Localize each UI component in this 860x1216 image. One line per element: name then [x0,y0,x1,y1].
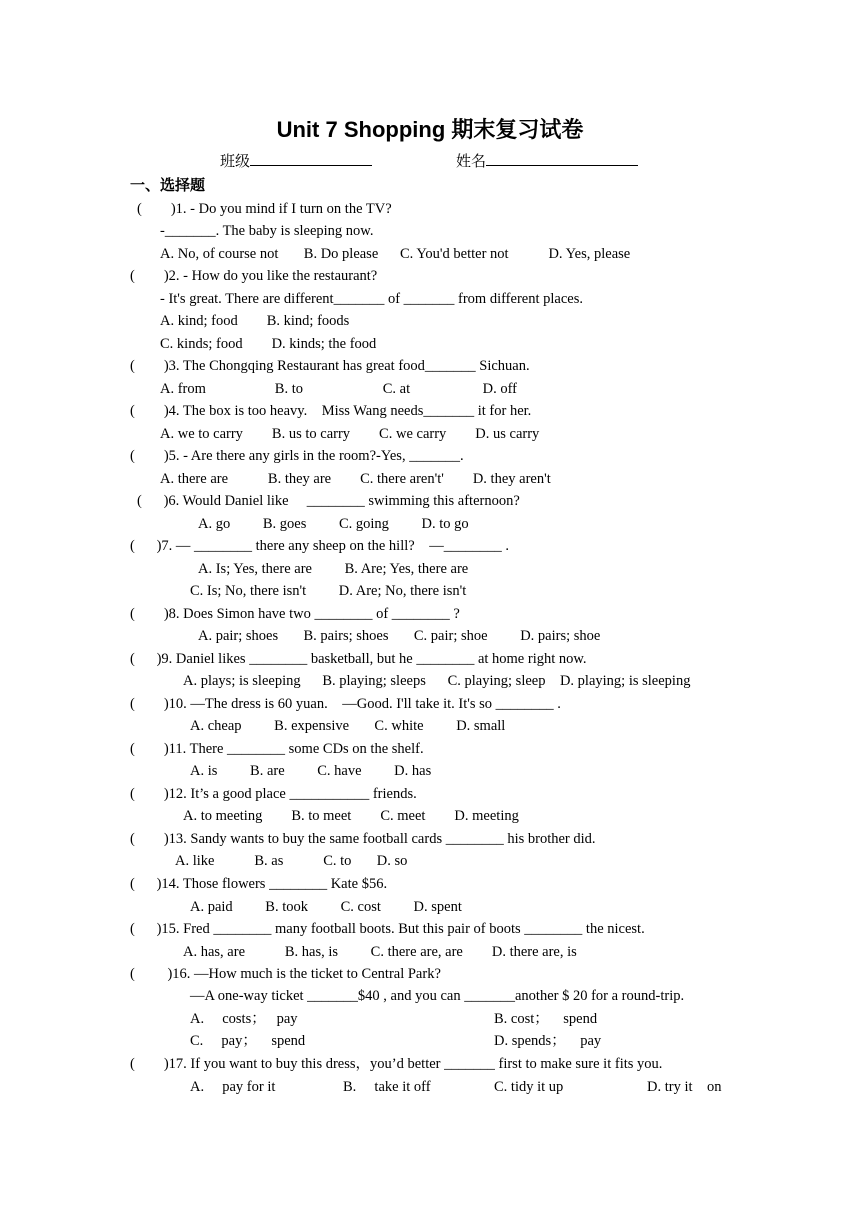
question-line: ( )12. It’s a good place ___________ friends. [130,786,417,802]
question-line: A. is B. are C. have D. has [190,763,432,779]
question-line: D. try it on [647,1079,722,1095]
question-line: C. Is; No, there isn't D. Are; No, there isn't [190,583,467,599]
question-line: - It's great. There are different_______ of _______ from different places. [160,291,583,307]
name-label: 姓名 [456,152,487,170]
question-line: A. paid B. took C. cost D. spent [190,899,462,915]
question-line: ( )1. - Do you mind if I turn on the TV? [137,201,392,217]
question-line: ( )11. There ________ some CDs on the shelf. [130,741,424,757]
question-line: A. costs； pay [190,1011,298,1027]
question-line: D. spends； pay [494,1033,602,1049]
question-line: A. from B. to C. at D. off [160,381,517,397]
question-line: ( )15. Fred ________ many football boots. But this pair of boots ________ the nicest. [130,921,645,937]
question-line: ( )6. Would Daniel like ________ swimming this afternoon? [137,493,520,509]
class-field [220,150,372,171]
question-line: ( )14. Those flowers ________ Kate $56. [130,876,388,892]
question-line: B. cost； spend [494,1011,598,1027]
class-label: 班级 [220,152,251,170]
page-title: Unit 7 Shopping 期末复习试卷 [276,117,584,142]
question-line: A. go B. goes C. going D. to go [198,516,469,532]
question-line: ( )17. If you want to buy this dress，you’d better _______ first to make sure it fits you. [130,1056,663,1072]
question-line: ( )10. —The dress is 60 yuan. —Good. I'll take it. It's so ________ . [130,696,561,712]
question-line: A. pay for it [190,1079,276,1095]
question-line: C. tidy it up [494,1079,564,1095]
question-line: A. cheap B. expensive C. white D. small [190,718,506,734]
question-line: ( )13. Sandy wants to buy the same football cards ________ his brother did. [130,831,596,847]
question-line: A. has, are B. has, is C. there are, are D. there are, is [183,944,577,960]
question-line: C. kinds; food D. kinds; the food [160,336,377,352]
name-field [456,150,638,171]
question-line: C. pay； spend [190,1033,306,1049]
question-line: ( )3. The Chongqing Restaurant has great food_______ Sichuan. [130,358,530,374]
question-line: B. take it off [343,1079,431,1095]
question-line: ( )7. — ________ there any sheep on the hill? —________ . [130,538,509,554]
question-line: A. plays; is sleeping B. playing; sleeps C. playing; sleep D. playing; is sleeping [183,673,691,689]
question-line: A. pair; shoes B. pairs; shoes C. pair; shoe D. pairs; shoe [198,628,601,644]
question-line: A. No, of course not B. Do please C. You'd better not D. Yes, please [160,246,631,262]
question-line: ( )8. Does Simon have two ________ of ________ ? [130,606,460,622]
section-title: 一、选择题 [130,176,206,194]
question-line: A. like B. as C. to D. so [175,853,408,869]
question-line: ( )16. —How much is the ticket to Central Park? [130,966,441,982]
question-line: ( )2. - How do you like the restaurant? [130,268,378,284]
name-blank[interactable] [486,151,638,166]
question-line: —A one-way ticket _______$40 , and you can _______another $ 20 for a round-trip. [190,988,685,1004]
question-line: ( )4. The box is too heavy. Miss Wang needs_______ it for her. [130,403,532,419]
question-line: A. we to carry B. us to carry C. we carry D. us carry [160,426,540,442]
question-line: A. Is; Yes, there are B. Are; Yes, there are [198,561,469,577]
question-line: ( )5. - Are there any girls in the room?-Yes, _______. [130,448,464,464]
question-line: ( )9. Daniel likes ________ basketball, but he ________ at home right now. [130,651,587,667]
question-line: -_______. The baby is sleeping now. [160,223,374,239]
question-line: A. to meeting B. to meet C. meet D. meeting [183,808,519,824]
question-line: A. kind; food B. kind; foods [160,313,350,329]
class-blank[interactable] [250,151,372,166]
question-line: A. there are B. they are C. there aren't' D. they aren't [160,471,551,487]
